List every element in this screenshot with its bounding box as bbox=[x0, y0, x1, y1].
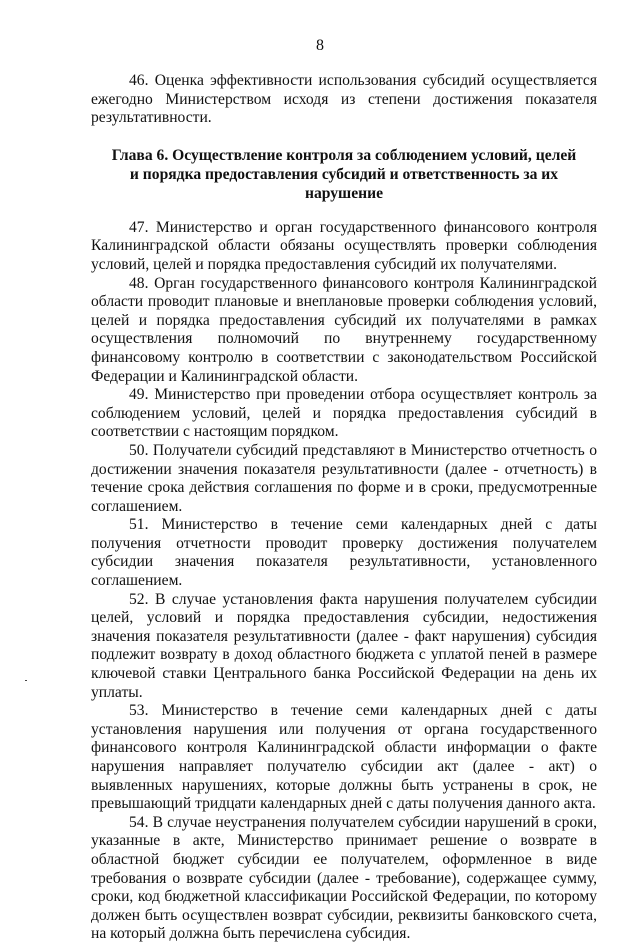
page-number: 8 bbox=[316, 37, 324, 54]
paragraph-46: 46. Оценка эффективности использования субсидий осуществляется ежегодно Министерством исходя из степени достижения показателя результативности. bbox=[91, 72, 597, 127]
paragraph-53: 53. Министерство в течение семи календарных дней с даты установления нарушения или получения от органа государственного финансового контроля Калининградской области информации о факте нарушения направляет получателю субсидии акт (далее - акт) о выявленных нарушениях, которые должны быть устранены в срок, не превышающий тридцати календарных дней с даты получения данного акта. bbox=[91, 702, 597, 813]
chapter-heading-line-1: Глава 6. Осуществление контроля за соблюдением условий, целей bbox=[111, 146, 577, 164]
page-body bbox=[91, 72, 597, 944]
paragraph-51: 51. Министерство в течение семи календарных дней с даты получения отчетности проводит проверку достижения получателем субсидии значения показателя результативности, установленного соглашением. bbox=[91, 516, 597, 590]
paragraph-54: 54. В случае неустранения получателем субсидии нарушений в сроки, указанные в акте, Министерство принимает решение о возврате в областной бюджет субсидии ее получателем, оформленное в виде требования о возврате субсидии (далее - требование), содержащее сумму, сроки, код бюджетной классификации Российской Федерации, по которому должен быть осуществлен возврат субсидии, реквизиты банковского счета, на который должна быть перечислена субсидия. bbox=[91, 813, 597, 943]
paragraph-49: 49. Министерство при проведении отбора осуществляет контроль за соблюдением условий, целей и порядка предоставления субсидий в соответствии с настоящим порядком. bbox=[91, 386, 597, 441]
paragraph-50: 50. Получатели субсидий представляют в Министерство отчетность о достижении значения показателя результативности (далее - отчетность) в течение срока действия соглашения по форме и в сроки, предусмотренные соглашением. bbox=[91, 441, 597, 515]
paragraph-52: 52. В случае установления факта нарушения получателем субсидии целей, условий и порядка предоставления субсидии, недостижения значения показателя результативности (далее - факт нарушения) субсидия подлежит возврату в доход областного бюджета с уплатой пеней в размере ключевой ставки Центрального банка Российской Федерации на день их уплаты. bbox=[91, 590, 597, 701]
chapter-heading-line-2: и порядка предоставления субсидий и ответственность за их нарушение bbox=[129, 165, 559, 202]
paragraph-47: 47. Министерство и орган государственного финансового контроля Калининградской области обязаны осуществлять проверки соблюдения условий, целей и порядка предоставления субсидий их получателями. bbox=[91, 218, 597, 273]
margin-mark bbox=[25, 680, 27, 681]
paragraph-48: 48. Орган государственного финансового контроля Калининградской области проводит плановые и внеплановые проверки соблюдения условий, целей и порядка предоставления субсидий их получателями в рамках осуществления полномочий по внутреннему государственному финансовому контролю в соответствии с законодательством Российской Федерации и Калининградской области. bbox=[91, 274, 597, 385]
chapter-heading bbox=[91, 146, 597, 203]
